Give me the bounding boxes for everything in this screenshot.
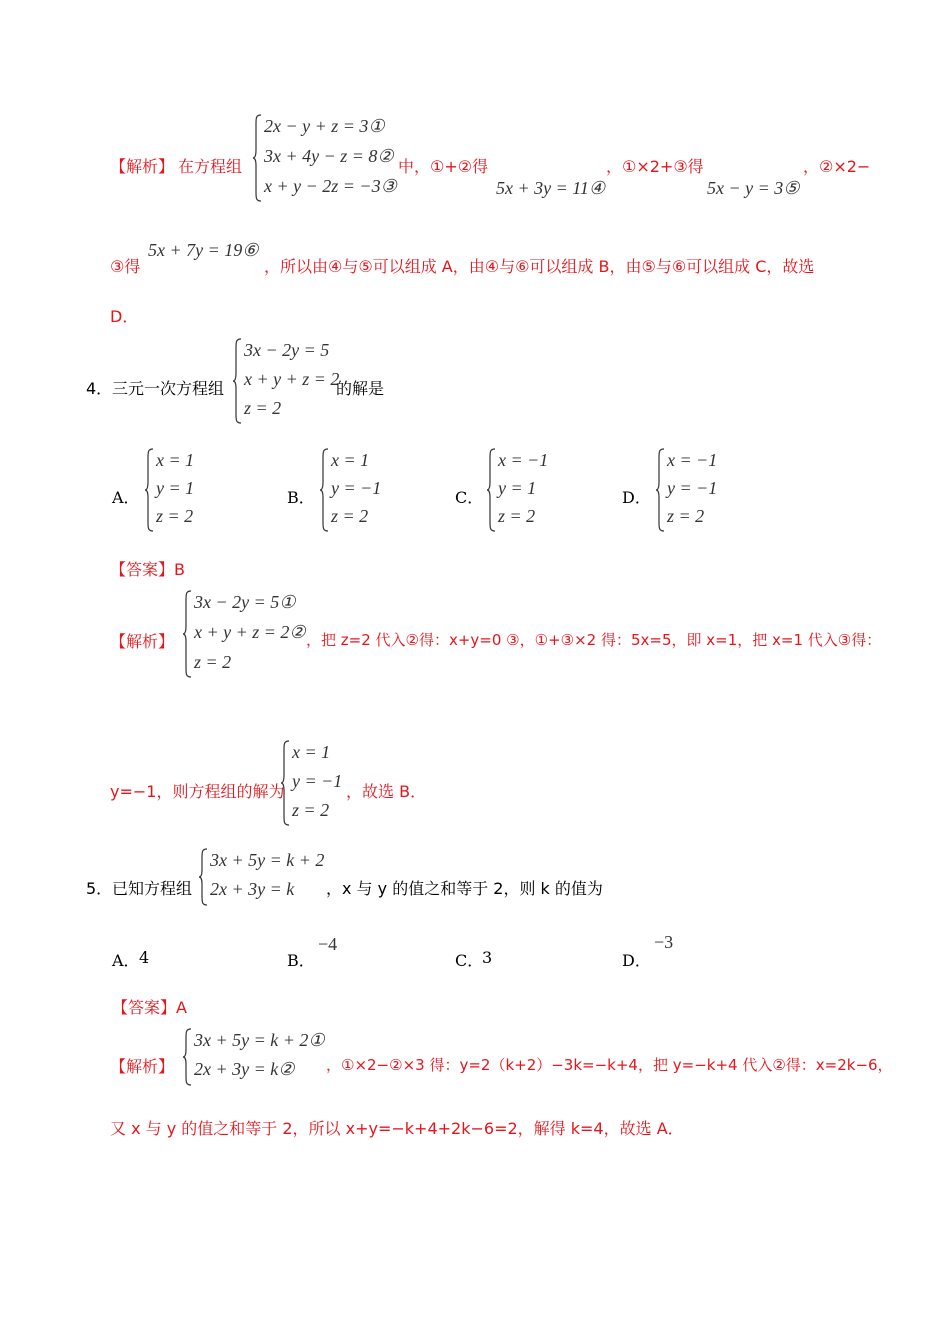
equation-row: y = −1 — [667, 478, 718, 498]
equation: 5x + 7y = 19⑥ — [148, 240, 259, 260]
equation: 5x − y = 3⑤ — [707, 178, 800, 198]
equation-row: y = 1 — [156, 478, 195, 498]
analysis-text: ，②×2− — [803, 157, 871, 176]
analysis-text: ，所以由④与⑤可以组成 A，由④与⑥可以组成 B，由⑤与⑥可以组成 C，故选 — [264, 257, 815, 276]
analysis-text: y=−1，则方程组的解为 — [110, 782, 285, 801]
option-label: A． — [112, 951, 140, 970]
analysis-text: 又 x 与 y 的值之和等于 2，所以 x+y=−k+4+2k−6=2，解得 k=4，故选 A． — [110, 1119, 684, 1138]
equation: 5x + 3y = 11④ — [496, 178, 606, 198]
equation-row: z = 2 — [498, 506, 536, 526]
analysis-text: ，①×2+③得 — [606, 157, 704, 176]
question-stem-end: 的解是 — [336, 379, 385, 398]
option-value: 4 — [139, 948, 150, 967]
option-label: C． — [455, 951, 484, 970]
question-stem: 三元一次方程组 — [112, 379, 225, 398]
equation-row: x + y + z = 2 — [244, 369, 340, 389]
left-brace-icon — [232, 338, 242, 424]
analysis-label: 【解析】 — [110, 632, 175, 651]
analysis-text: ，把 z=2 代入②得：x+y=0 ③，①+③×2 得：5x=5，即 x=1，把 x=1 代入③得： — [306, 631, 882, 649]
analysis-text: 中，①+②得 — [398, 157, 489, 176]
answer-label: 【答案】A — [112, 998, 187, 1017]
option-label: C． — [455, 488, 484, 507]
answer-label: 【答案】B — [110, 560, 185, 579]
left-brace-icon — [198, 848, 208, 906]
equation-row: x + y − 2z = −3③ — [264, 176, 397, 196]
equation-system — [252, 114, 402, 202]
equation-row: z = 2 — [292, 800, 330, 820]
option-label: B． — [287, 488, 315, 507]
option-value: −3 — [654, 932, 674, 952]
equation-row: z = 2 — [331, 506, 369, 526]
left-brace-icon — [486, 448, 496, 532]
option-system — [486, 448, 566, 532]
left-brace-icon — [319, 448, 329, 532]
option-value: 3 — [482, 948, 493, 967]
question-stem: 已知方程组 — [112, 879, 193, 898]
equation-row: y = −1 — [331, 478, 382, 498]
equation-row: x = 1 — [156, 450, 195, 470]
equation-row: x = −1 — [667, 450, 718, 470]
equation-row: x = 1 — [331, 450, 370, 470]
analysis-text: D． — [110, 307, 139, 326]
left-brace-icon — [655, 448, 665, 532]
equation-row: x + y + z = 2② — [194, 622, 306, 642]
option-value: −4 — [318, 934, 338, 954]
option-label: D． — [622, 951, 651, 970]
left-brace-icon — [182, 590, 192, 678]
equation-row: y = −1 — [292, 771, 343, 791]
equation-system — [182, 1028, 332, 1086]
option-system — [655, 448, 740, 532]
option-system — [319, 448, 399, 532]
analysis-text: ③得 — [110, 257, 141, 276]
equation-row: z = 2 — [244, 398, 282, 418]
analysis-text: ，故选 B． — [346, 782, 427, 801]
equation-system — [198, 848, 328, 906]
equation-row: 3x + 5y = k + 2① — [194, 1030, 325, 1050]
equation-row: 2x + 3y = k② — [194, 1059, 295, 1079]
equation-system — [232, 338, 342, 424]
equation-row: z = 2 — [156, 506, 194, 526]
question-number: 5． — [86, 879, 113, 898]
analysis-label: 【解析】 — [110, 1057, 175, 1076]
equation-row: 2x − y + z = 3① — [264, 116, 385, 136]
question-stem-end: ，x 与 y 的值之和等于 2，则 k 的值为 — [326, 879, 603, 898]
equation-row: x = 1 — [292, 742, 331, 762]
equation-row: z = 2 — [667, 506, 705, 526]
left-brace-icon — [280, 740, 290, 826]
option-label: A． — [112, 488, 140, 507]
left-brace-icon — [144, 448, 154, 532]
option-label: B． — [287, 951, 315, 970]
left-brace-icon — [182, 1028, 192, 1086]
option-label: D． — [622, 488, 651, 507]
equation-row: z = 2 — [194, 652, 232, 672]
equation-row: 3x + 5y = k + 2 — [210, 850, 325, 870]
analysis-text: 在方程组 — [178, 157, 243, 176]
option-system — [144, 448, 214, 532]
solution-system — [280, 740, 355, 826]
equation-system — [182, 590, 312, 678]
equation-row: 3x + 4y − z = 8② — [264, 146, 394, 166]
question-number: 4． — [86, 379, 113, 398]
equation-row: 3x − 2y = 5① — [194, 592, 296, 612]
analysis-text: ，①×2−②×3 得：y=2（k+2）−3k=−k+4，把 y=−k+4 代入②得：x=2k−6， — [326, 1056, 893, 1074]
equation-row: 2x + 3y = k — [210, 879, 295, 899]
left-brace-icon — [252, 114, 262, 202]
equation-row: x = −1 — [498, 450, 549, 470]
equation-row: 3x − 2y = 5 — [244, 340, 330, 360]
analysis-label: 【解析】 — [110, 157, 175, 176]
equation-row: y = 1 — [498, 478, 537, 498]
